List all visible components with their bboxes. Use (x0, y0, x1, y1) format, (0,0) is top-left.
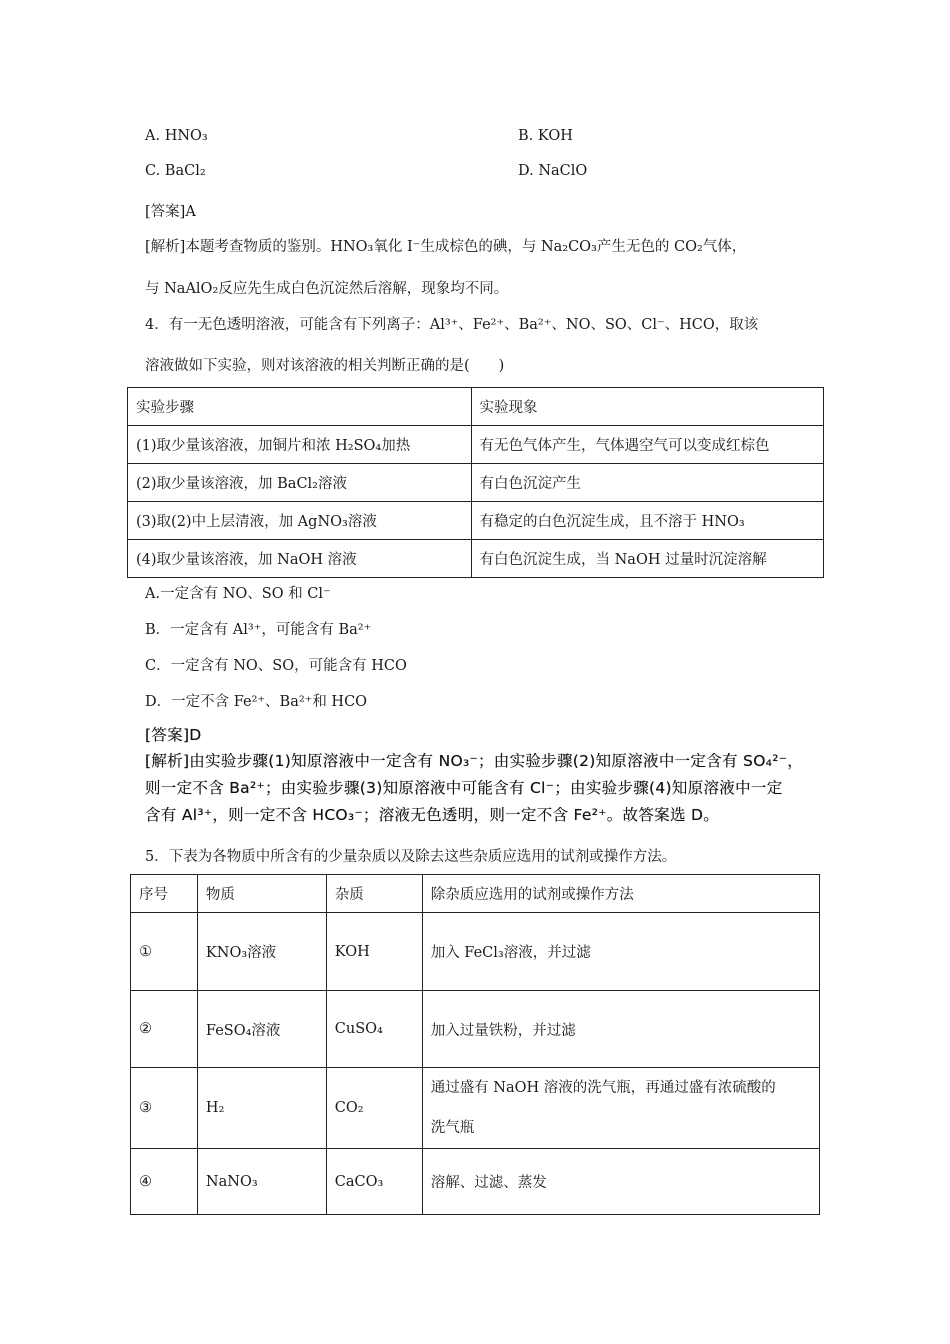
q3-option-a: A. HNO₃ (145, 128, 208, 144)
table-header-cell: 实验步骤 (128, 388, 472, 426)
table-cell: ④ (131, 1149, 198, 1215)
table-row (131, 1068, 820, 1149)
table-cell: (1)取少量该溶液，加铜片和浓 H₂SO₄加热 (128, 426, 472, 464)
q4-stem-line2: 溶液做如下实验，则对该溶液的相关判断正确的是( ) (145, 358, 505, 374)
table-row (131, 1149, 820, 1215)
table-row (128, 426, 824, 464)
method-line: 洗气瓶 (430, 1120, 475, 1136)
table-header-row (131, 875, 820, 913)
table-cell: 加入过量铁粉，并过滤 (422, 991, 819, 1068)
q4-stem-line1: 4．有一无色透明溶液，可能含有下列离子：Al³⁺、Fe²⁺、Ba²⁺、NO、SO、Cl⁻、HCO，取该 (145, 317, 759, 333)
table-cell: ② (131, 991, 198, 1068)
table-cell: KOH (326, 913, 422, 991)
table-cell: 有白色沉淀生成，当 NaOH 过量时沉淀溶解 (471, 540, 824, 578)
table-cell: CuSO₄ (326, 991, 422, 1068)
q3-answer: [答案]A (145, 204, 196, 220)
q3-analysis-line2: 与 NaAlO₂反应先生成白色沉淀然后溶解，现象均不同。 (145, 281, 509, 297)
table-cell: NaNO₃ (197, 1149, 326, 1215)
table-row (131, 991, 820, 1068)
q3-analysis-line1: [解析]本题考查物质的鉴别。HNO₃氧化 I⁻生成棕色的碘，与 Na₂CO₃产生无色的 CO₂气体， (145, 239, 747, 255)
q4-analysis-line1: [解析]由实验步骤(1)知原溶液中一定含有 NO₃⁻；由实验步骤(2)知原溶液中一定含有 SO₄²⁻， (145, 752, 803, 770)
table-header-cell: 除杂质应选用的试剂或操作方法 (422, 875, 819, 913)
table-cell: 溶解、过滤、蒸发 (422, 1149, 819, 1215)
table-header-cell: 序号 (131, 875, 198, 913)
table-row (128, 502, 824, 540)
table-cell (422, 1068, 819, 1149)
table-cell: 有无色气体产生，气体遇空气可以变成红棕色 (471, 426, 824, 464)
table-header-cell: 实验现象 (471, 388, 824, 426)
table-cell: (3)取(2)中上层清液，加 AgNO₃溶液 (128, 502, 472, 540)
q4-experiment-table (127, 387, 824, 578)
table-cell: (4)取少量该溶液，加 NaOH 溶液 (128, 540, 472, 578)
table-header-row (128, 388, 824, 426)
table-cell: 有白色沉淀产生 (471, 464, 824, 502)
q4-answer: [答案]D (145, 726, 202, 744)
method-line: 通过盛有 NaOH 溶液的洗气瓶，再通过盛有浓硫酸的 (430, 1080, 776, 1096)
table-cell: (2)取少量该溶液，加 BaCl₂溶液 (128, 464, 472, 502)
table-cell: FeSO₄溶液 (197, 991, 326, 1068)
q4-option-c: C．一定含有 NO、SO，可能含有 HCO (145, 658, 407, 674)
q3-option-c: C. BaCl₂ (145, 163, 206, 179)
q4-option-b: B．一定含有 Al³⁺，可能含有 Ba²⁺ (145, 622, 372, 638)
q5-stem: 5．下表为各物质中所含有的少量杂质以及除去这些杂质应选用的试剂或操作方法。 (145, 849, 677, 865)
q3-option-b: B. KOH (518, 128, 573, 144)
table-cell: ① (131, 913, 198, 991)
table-row (128, 464, 824, 502)
table-cell: CO₂ (326, 1068, 422, 1149)
table-cell: KNO₃溶液 (197, 913, 326, 991)
table-cell: CaCO₃ (326, 1149, 422, 1215)
q5-purification-table (130, 874, 820, 1215)
table-cell: ③ (131, 1068, 198, 1149)
table-row (131, 913, 820, 991)
q4-analysis-line2: 则一定不含 Ba²⁺；由实验步骤(3)知原溶液中可能含有 Cl⁻；由实验步骤(4)知原溶液中一定 (145, 779, 783, 797)
q3-option-d: D. NaClO (518, 163, 588, 179)
table-header-cell: 杂质 (326, 875, 422, 913)
table-row (128, 540, 824, 578)
table-cell: H₂ (197, 1068, 326, 1149)
table-cell: 有稳定的白色沉淀生成，且不溶于 HNO₃ (471, 502, 824, 540)
q4-analysis-line3: 含有 Al³⁺，则一定不含 HCO₃⁻；溶液无色透明，则一定不含 Fe²⁺。故答案选 D。 (145, 806, 720, 824)
q4-option-d: D．一定不含 Fe²⁺、Ba²⁺和 HCO (145, 694, 368, 710)
table-header-cell: 物质 (197, 875, 326, 913)
q4-option-a: A.一定含有 NO、SO 和 Cl⁻ (145, 586, 331, 602)
table-cell: 加入 FeCl₃溶液，并过滤 (422, 913, 819, 991)
